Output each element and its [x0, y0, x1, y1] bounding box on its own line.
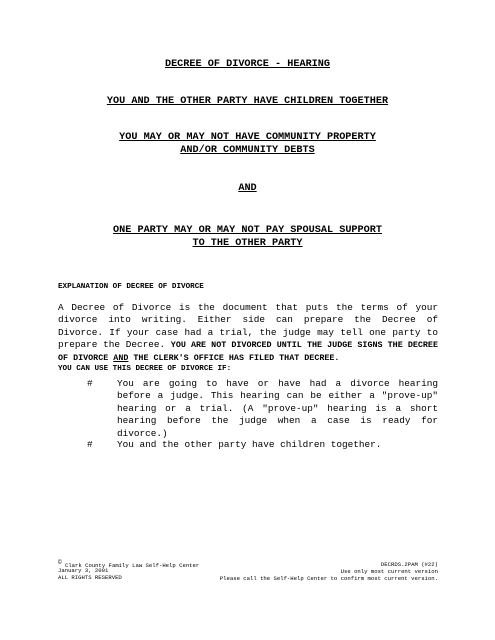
- list-item: You and the other party have children together.: [117, 439, 382, 450]
- explanation-title: EXPLANATION OF DECREE OF DIVORCE: [58, 283, 204, 291]
- footer-form-id: DECRDS.2PAM (#22): [380, 561, 438, 568]
- explanation-warning-1: YOU ARE NOT DIVORCED UNTIL THE JUDGE SIGNS THE DECREE OF DIVORCE: [58, 340, 438, 363]
- heading-spousal-support-line2: TO THE OTHER PARTY: [192, 238, 303, 249]
- explanation-warning-and: AND: [113, 352, 129, 363]
- bullet-mark-2: #: [87, 439, 93, 450]
- heading-spousal-support-line1: ONE PARTY MAY OR MAY NOT PAY SPOUSAL SUPPORT: [113, 225, 382, 236]
- footer-rights: ALL RIGHTS RESERVED: [58, 574, 122, 581]
- heading-community-property-line1: YOU MAY OR MAY NOT HAVE COMMUNITY PROPERTY: [119, 132, 376, 143]
- document-title: DECREE OF DIVORCE - HEARING: [164, 59, 331, 70]
- list-item: You are going to have or have had a divorce hearing before a judge. This hearing can be either a "prove-up" hearing or a trial. (A "prove-up" hearing is a short hearing before the judge when a case is ready for divorce.): [117, 378, 438, 439]
- footer-version-note: Use only most current version: [340, 568, 438, 575]
- explanation-paragraph: [58, 302, 438, 364]
- heading-community-property-line2: AND/OR COMMUNITY DEBTS: [180, 145, 315, 156]
- heading-and: AND: [238, 183, 257, 194]
- explanation-warning-2: THE CLERK'S OFFICE HAS FILED THAT DECREE.: [128, 352, 340, 363]
- explanation-text: A Decree of Divorce is the document that puts the terms of your divorce into writing. Either side can prepare the Decree of Divorce. If your case had a trial, the judge may tell one party to prepare the Decree.: [58, 302, 438, 351]
- copyright-symbol: ©: [58, 559, 62, 566]
- footer-date: January 3, 2001: [58, 567, 109, 574]
- bullet-mark-1: #: [87, 378, 93, 389]
- heading-children: YOU AND THE OTHER PARTY HAVE CHILDREN TOGETHER: [106, 96, 389, 107]
- footer-org: Clark County Family Law Self-Help Center: [64, 561, 200, 569]
- footer-call-note: Please call the Self-Help Center to confirm most current version.: [219, 575, 438, 582]
- use-if-title: YOU CAN USE THIS DECREE OF DIVORCE IF:: [58, 365, 232, 373]
